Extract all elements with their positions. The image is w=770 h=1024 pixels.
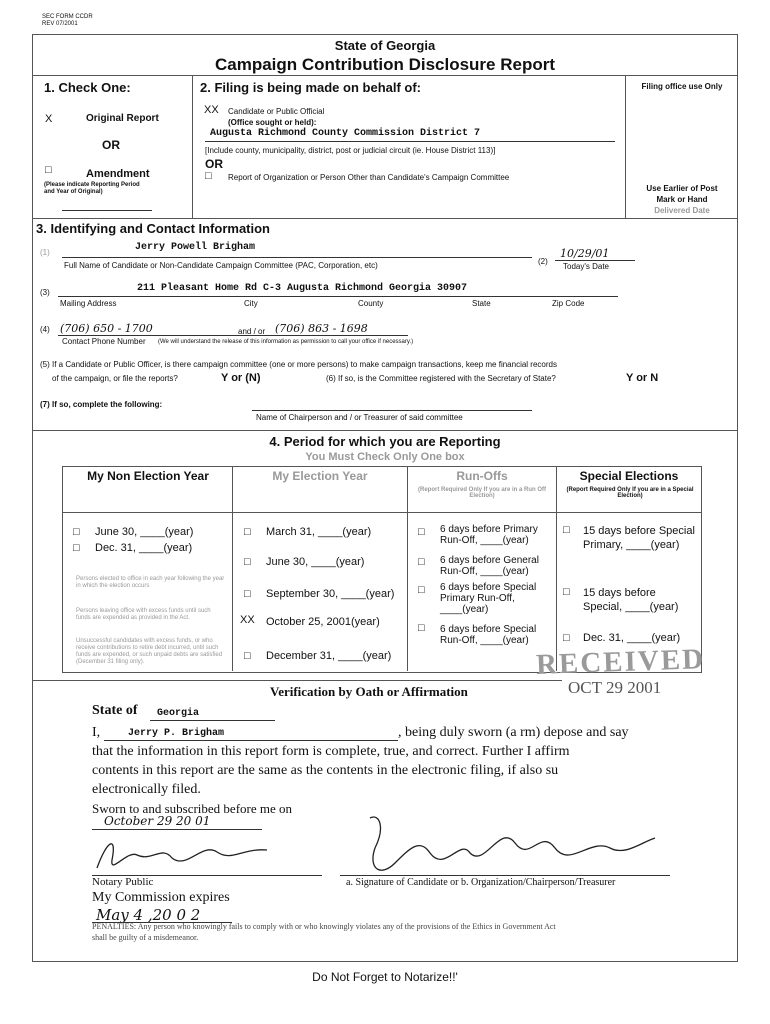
committee-checkbox[interactable]: □ [205, 170, 212, 182]
runoff1-checkbox[interactable]: □ [418, 526, 425, 538]
office-label: (Office sought or held): [228, 118, 317, 127]
office-value[interactable]: Augusta Richmond County Commission District 7 [210, 128, 481, 139]
oath-text1: , being duly sworn (a rm) depose and say [398, 725, 629, 740]
penalties2: shall be guilty of a misdemeanor. [92, 933, 199, 942]
received-date: OCT 29 2001 [568, 678, 662, 697]
notary-signature [92, 830, 292, 880]
n1: (1) [40, 248, 50, 257]
footer-note: Do Not Forget to Notarize!!' [312, 970, 458, 984]
addr-label-zip: Zip Code [552, 299, 585, 308]
oath-text3: contents in this report are the same as the contents in the electronic filing, if also su [92, 763, 559, 778]
state-value[interactable]: Georgia [157, 708, 200, 719]
phone-label: Contact Phone Number [62, 337, 146, 346]
election-june30-checkbox[interactable]: □ [244, 556, 251, 568]
col-special-title: Special Elections [579, 469, 679, 483]
or-label-2: OR [205, 157, 223, 171]
oct25-checkbox[interactable]: XX [240, 614, 255, 626]
march31-label: March 31, ____(year) [266, 526, 372, 538]
note-1: Persons elected to office in each year following the year in which the election occurs [76, 576, 225, 589]
candidate-signature [350, 808, 670, 883]
n4: (4) [40, 325, 50, 334]
addr-label-city: City [244, 299, 258, 308]
amendment-label: Amendment [86, 168, 150, 180]
dec31-election-checkbox[interactable]: □ [244, 650, 251, 662]
amendment-note1: (Please indicate Reporting Period [44, 182, 140, 188]
sworn-label: Sworn to and subscribed before me on [92, 801, 293, 816]
march31-checkbox[interactable]: □ [244, 526, 251, 538]
section1-heading: 1. Check One: [44, 80, 131, 95]
form-id [42, 14, 93, 28]
section4-heading: 4. Period for which you are Reporting [269, 434, 501, 449]
commission-label: My Commission expires [92, 890, 230, 905]
penalties: PENALTIES: Any person who knowingly fails to comply with or who knowingly violates any of the provisions of the Ethics in Government Act [92, 922, 556, 931]
verification-heading: Verification by Oath or Affirmation [270, 684, 468, 699]
name-value[interactable]: Jerry Powell Brigham [135, 242, 256, 253]
col-special-sub: (Report Required Only If you are in a Special Election) [566, 487, 694, 499]
i-label: I, [92, 725, 101, 740]
n2: (2) [538, 257, 548, 266]
sept30-checkbox[interactable]: □ [244, 588, 251, 600]
runoff1-label: 6 days before Primary Run-Off, ____(year) [440, 524, 538, 546]
oct25-label: October 25, 2001(year) [266, 616, 380, 628]
amendment-checkbox[interactable]: □ [45, 164, 52, 176]
person-value[interactable]: Jerry P. Brigham [128, 728, 225, 739]
dec31-label: Dec. 31, ____(year) [95, 542, 193, 554]
candidate-label: Candidate or Public Official [228, 107, 325, 116]
special2-label: 15 days before Special, ____(year) [583, 587, 679, 613]
and-or: and / or [238, 327, 266, 336]
special1-label: 15 days before Special Primary, ____(year) [583, 525, 695, 551]
q6-answer[interactable]: Y or N [626, 372, 659, 384]
sworn-date[interactable]: October 29 20 01 [104, 814, 211, 828]
filing-note2: Mark or Hand [656, 195, 708, 204]
address-value[interactable]: 211 Pleasant Home Rd C-3 Augusta Richmond Georgia 30907 [137, 283, 468, 294]
q5a: (5) If a Candidate or Public Officer, is there campaign committee (one or more persons) to make campaign transactions, keep me financial records [40, 360, 557, 369]
candidate-checkbox[interactable]: XX [204, 104, 219, 116]
original-checkbox[interactable]: X [45, 113, 53, 125]
q5b: of the campaign, or file the reports? [52, 374, 178, 383]
col-nonelection-title: My Non Election Year [87, 469, 209, 483]
filing-office-note [630, 183, 734, 216]
original-report-label: Original Report [86, 113, 159, 124]
state-label: State of [92, 703, 138, 718]
dec31-election-label: December 31, ____(year) [266, 650, 392, 662]
commission-date[interactable]: May 4 ,20 0 2 [96, 906, 201, 924]
amendment-note2: and Year of Original) [44, 189, 103, 195]
election-june30-label: June 30, ____(year) [266, 556, 365, 568]
filing-note3: Delivered Date [654, 206, 710, 215]
office-hint: [Include county, municipality, district, post or judicial circuit (ie. House District 113)] [205, 146, 496, 155]
or-label: OR [102, 138, 120, 152]
oath-text4: electronically filed. [92, 782, 201, 797]
date-value[interactable]: 10/29/01 [560, 247, 610, 260]
phone1-value[interactable]: (706) 650 - 1700 [60, 322, 153, 335]
special2-checkbox[interactable]: □ [563, 586, 570, 598]
col-runoff-sub: (Report Required Only If you are in a Run Off Election) [417, 487, 546, 499]
n3: (3) [40, 288, 50, 297]
date-label: Today's Date [563, 262, 609, 271]
q6: (6) If so, is the Committee registered with the Secretary of State? [326, 374, 556, 383]
note-2: Persons leaving office with excess funds until such funds are expended as provided in the Act. [76, 608, 211, 621]
q5-answer[interactable]: Y or (N) [221, 372, 261, 384]
june30-checkbox[interactable]: □ [73, 526, 80, 538]
runoff2-checkbox[interactable]: □ [418, 556, 425, 568]
section2-heading: 2. Filing is being made on behalf of: [200, 80, 422, 95]
phone-note: (We will understand the release of this information as permission to call your office if necessary.) [158, 339, 414, 345]
col-runoff-title: Run-Offs [456, 469, 508, 483]
special1-checkbox[interactable]: □ [563, 524, 570, 536]
phone2-value[interactable]: (706) 863 - 1698 [275, 322, 368, 335]
q7: (7) If so, complete the following: [40, 400, 163, 409]
q7-label: Name of Chairperson and / or Treasurer of said committee [256, 413, 463, 422]
form-id-line1: SEC FORM CCDR [42, 14, 93, 20]
filing-note1: Use Earlier of Post [646, 184, 718, 193]
addr-label-mailing: Mailing Address [60, 299, 117, 308]
june30-label: June 30, ____(year) [95, 526, 194, 538]
header-state: State of Georgia [334, 38, 436, 53]
runoff4-checkbox[interactable]: □ [418, 622, 425, 634]
filing-office-heading: Filing office use Only [641, 82, 723, 91]
addr-label-county: County [358, 299, 384, 308]
oath-text2: that the information in this report form is complete, true, and correct. Further I affirm [92, 744, 570, 759]
form-id-line2: REV 07/2001 [42, 21, 78, 27]
section4-subheading: You Must Check Only One box [305, 451, 465, 463]
special3-label: Dec. 31, ____(year) [583, 632, 681, 644]
sept30-label: September 30, ____(year) [266, 588, 395, 600]
runoff2-label: 6 days before General Run-Off, ____(year) [440, 555, 539, 577]
runoff3-label: 6 days before Special Primary Run-Off, ____(year) [440, 582, 537, 615]
runoff3-checkbox[interactable]: □ [418, 584, 425, 596]
notary-label: Notary Public [92, 876, 154, 888]
runoff4-label: 6 days before Special Run-Off, ____(year) [440, 624, 537, 646]
addr-label-state: State [472, 299, 491, 308]
col-election-title: My Election Year [272, 469, 368, 483]
signature-label: a. Signature of Candidate or b. Organization/Chairperson/Treasurer [346, 877, 616, 888]
name-label: Full Name of Candidate or Non-Candidate Campaign Committee (PAC, Corporation, etc) [64, 261, 378, 270]
committee-label: Report of Organization or Person Other than Candidate's Campaign Committee [228, 173, 510, 182]
special3-checkbox[interactable]: □ [563, 632, 570, 644]
section3-heading: 3. Identifying and Contact Information [36, 221, 270, 236]
note-3: Unsuccessful candidates with excess funds, or who receive contributions to retire debt incurred, until such funds are expended, or such unpaid debts are satisfied (December 31 filing only). [76, 638, 223, 665]
dec31-checkbox[interactable]: □ [73, 542, 80, 554]
received-stamp: RECEIVED [535, 643, 706, 681]
page-title: Campaign Contribution Disclosure Report [214, 55, 556, 74]
